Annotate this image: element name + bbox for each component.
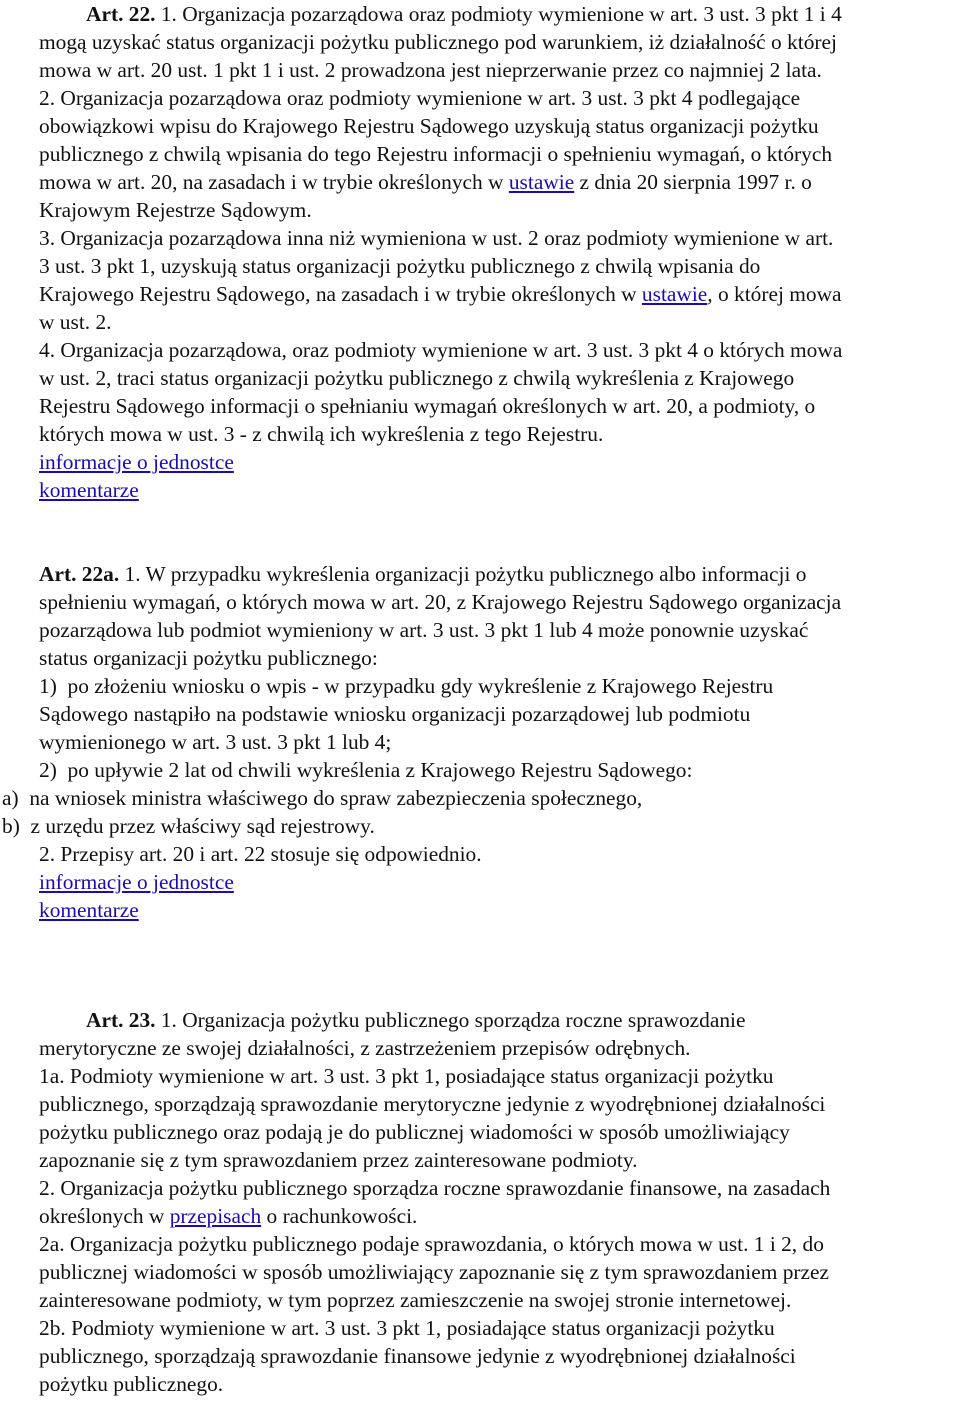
paragraph-line: Sądowego nastąpiło na podstawie wniosku organizacji pozarządowej lub podmiotu: [39, 702, 751, 726]
paragraph-line: 2. Organizacja pożytku publicznego sporządza roczne sprawozdanie finansowe, na zasadach: [39, 1176, 831, 1200]
comments-link[interactable]: komentarze: [39, 898, 139, 922]
paragraph-line: obowiązkowi wpisu do Krajowego Rejestru Sądowego uzyskują status organizacji pożytku: [39, 114, 819, 138]
paragraph-line: spełnieniu wymagań, o których mowa w art. 20, z Krajowego Rejestru Sądowego organizacja: [39, 590, 842, 614]
paragraph-line: 2b. Podmioty wymienione w art. 3 ust. 3 pkt 1, posiadające status organizacji pożytku: [39, 1316, 775, 1340]
list-item: b) z urzędu przez właściwy sąd rejestrowy.: [2, 814, 375, 838]
paragraph-line: pozarządowa lub podmiot wymieniony w art. 3 ust. 3 pkt 1 lub 4 może ponownie uzyskać: [39, 618, 809, 642]
paragraph-line: 2. Organizacja pozarządowa oraz podmioty wymienione w art. 3 ust. 3 pkt 4 podlegające: [39, 86, 801, 110]
paragraph-line: publicznego z chwilą wpisania do tego Rejestru informacji o spełnieniu wymagań, o których: [39, 142, 833, 166]
paragraph-line: merytoryczne ze swojej działalności, z zastrzeżeniem przepisów odrębnych.: [39, 1036, 691, 1060]
comments-link[interactable]: komentarze: [39, 478, 139, 502]
list-item: 1) po złożeniu wniosku o wpis - w przypadku gdy wykreślenie z Krajowego Rejestru: [39, 674, 774, 698]
paragraph-line: status organizacji pożytku publicznego:: [39, 646, 378, 670]
przepisach-link[interactable]: przepisach: [169, 1204, 262, 1228]
paragraph-line: mowa w art. 20, na zasadach i w trybie określonych w ustawie z dnia 20 sierpnia 1997 r. o: [39, 170, 812, 194]
paragraph-line: 2a. Organizacja pożytku publicznego podaje sprawozdania, o których mowa w ust. 1 i 2, do: [39, 1232, 824, 1256]
list-item: 2) po upływie 2 lat od chwili wykreślenia z Krajowego Rejestru Sądowego:: [39, 758, 693, 782]
paragraph-line: mowa w art. 20 ust. 1 pkt 1 i ust. 2 prowadzona jest nieprzerwanie przez co najmniej 2 lata.: [39, 58, 822, 82]
paragraph-line: wymienionego w art. 3 ust. 3 pkt 1 lub 4;: [39, 730, 392, 754]
info-unit-link[interactable]: informacje o jednostce: [39, 870, 234, 894]
art22a-heading: Art. 22a. 1. W przypadku wykreślenia organizacji pożytku publicznego albo informacji o: [39, 562, 807, 586]
art23-heading: Art. 23. 1. Organizacja pożytku publicznego sporządza roczne sprawozdanie: [86, 1008, 746, 1032]
paragraph-line: publicznego, sporządzają sprawozdanie finansowe jedynie z wyodrębnionej działalności: [39, 1344, 796, 1368]
ustawie-link[interactable]: ustawie: [641, 282, 708, 306]
ustawie-link[interactable]: ustawie: [508, 170, 575, 194]
art22a-number: Art. 22a.: [39, 562, 120, 586]
paragraph-line: Krajowego Rejestru Sądowego, na zasadach i w trybie określonych w ustawie, o której mowa: [39, 282, 842, 306]
paragraph-line: których mowa w ust. 3 - z chwilą ich wykreślenia z tego Rejestru.: [39, 422, 604, 446]
paragraph-line: w ust. 2.: [39, 310, 112, 334]
paragraph-line: 4. Organizacja pozarządowa, oraz podmioty wymienione w art. 3 ust. 3 pkt 4 o których mowa: [39, 338, 843, 362]
paragraph-line: 1a. Podmioty wymienione w art. 3 ust. 3 pkt 1, posiadające status organizacji pożytku: [39, 1064, 774, 1088]
info-unit-link[interactable]: informacje o jednostce: [39, 450, 234, 474]
paragraph-line: pożytku publicznego.: [39, 1372, 224, 1396]
paragraph-line: mogą uzyskać status organizacji pożytku publicznego pod warunkiem, iż działalność o której: [39, 30, 837, 54]
paragraph-line: 2. Przepisy art. 20 i art. 22 stosuje się odpowiednio.: [39, 842, 482, 866]
paragraph-line: publicznego, sporządzają sprawozdanie merytoryczne jedynie z wyodrębnionej działalności: [39, 1092, 826, 1116]
list-item: a) na wniosek ministra właściwego do spraw zabezpieczenia społecznego,: [2, 786, 643, 810]
paragraph-line: określonych w przepisach o rachunkowości.: [39, 1204, 418, 1228]
paragraph-line: zainteresowane podmioty, w tym poprzez zamieszczenie na swojej stronie internetowej.: [39, 1288, 792, 1312]
paragraph-line: w ust. 2, traci status organizacji pożytku publicznego z chwilą wykreślenia z Krajowego: [39, 366, 795, 390]
paragraph-line: 3. Organizacja pozarządowa inna niż wymieniona w ust. 2 oraz podmioty wymienione w art.: [39, 226, 834, 250]
art23-number: Art. 23.: [86, 1008, 156, 1032]
paragraph-line: Krajowym Rejestrze Sądowym.: [39, 198, 312, 222]
paragraph-line: 3 ust. 3 pkt 1, uzyskują status organizacji pożytku publicznego z chwilą wpisania do: [39, 254, 761, 278]
paragraph-line: publicznej wiadomości w sposób umożliwiający zapoznanie się z tym sprawozdaniem przez: [39, 1260, 830, 1284]
art22-heading: Art. 22. 1. Organizacja pozarządowa oraz podmioty wymienione w art. 3 ust. 3 pkt 1 i 4: [86, 2, 842, 26]
art22-number: Art. 22.: [86, 2, 156, 26]
paragraph-line: Rejestru Sądowego informacji o spełnianiu wymagań określonych w art. 20, a podmioty, o: [39, 394, 816, 418]
paragraph-line: zapoznanie się z tym sprawozdaniem przez zainteresowane podmioty.: [39, 1148, 638, 1172]
paragraph-line: pożytku publicznego oraz podają je do publicznej wiadomości w sposób umożliwiający: [39, 1120, 790, 1144]
